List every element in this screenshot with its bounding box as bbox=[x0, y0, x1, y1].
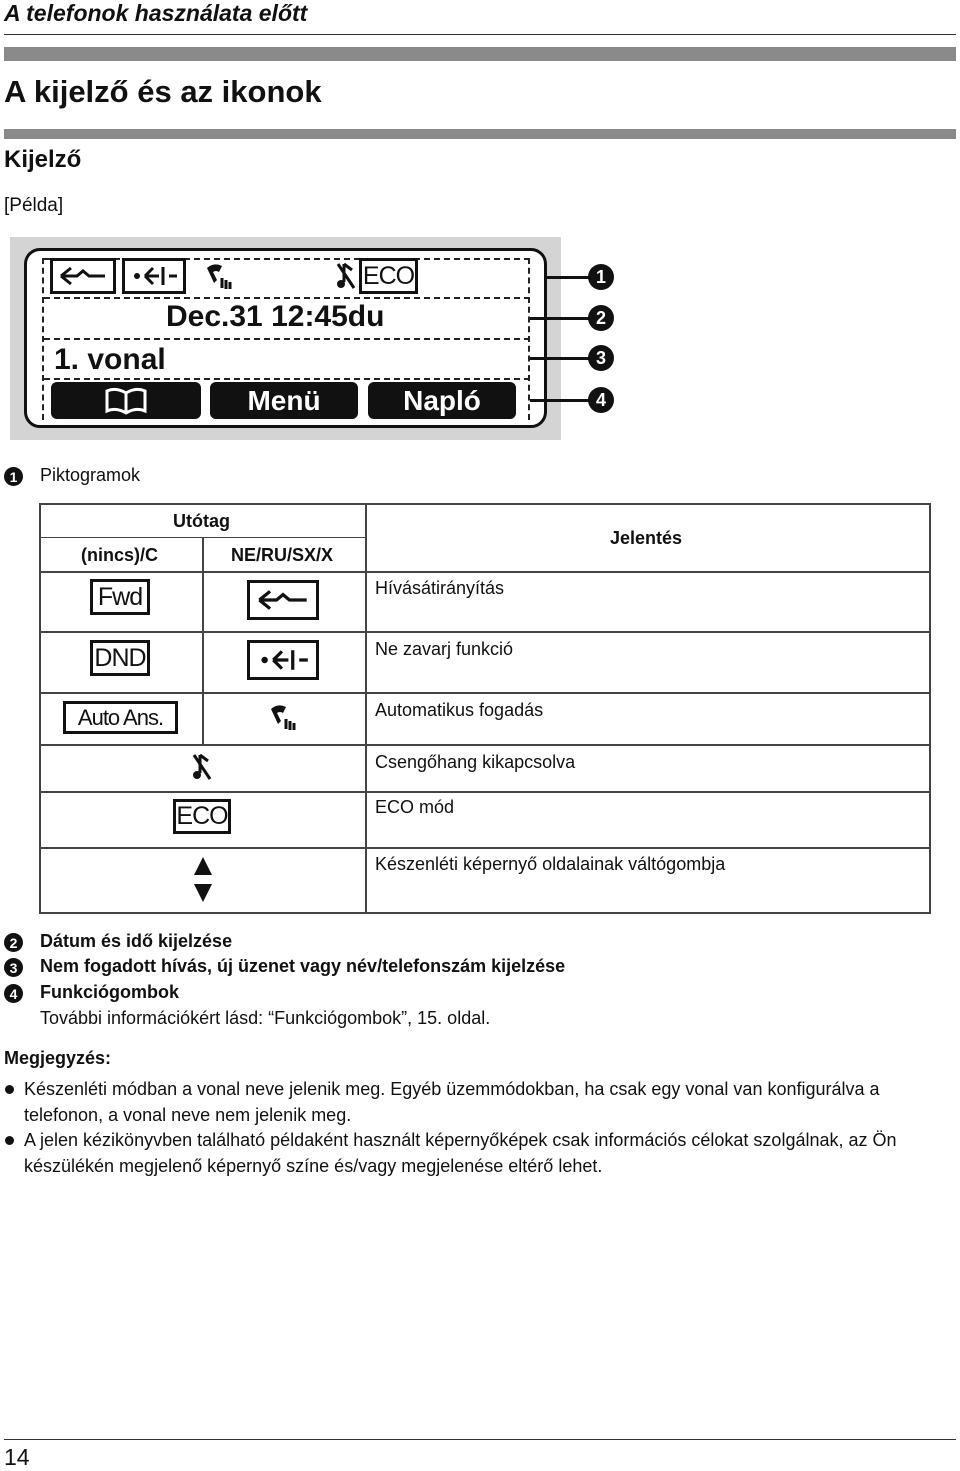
table-meaning: Készenléti képernyő oldalainak váltógombja bbox=[375, 854, 726, 874]
note-title: Megjegyzés: bbox=[4, 1048, 112, 1068]
section-title: A telefonok használata előtt bbox=[4, 0, 308, 26]
table-border bbox=[39, 791, 930, 793]
table-border bbox=[39, 631, 930, 633]
callout-line bbox=[530, 357, 589, 360]
callout-number: 2 bbox=[588, 305, 614, 331]
book-icon bbox=[104, 387, 148, 415]
table-border bbox=[39, 503, 41, 914]
callout-line bbox=[530, 399, 589, 402]
table-meaning: Automatikus fogadás bbox=[375, 700, 544, 720]
note-text: készülékén megjelenő képernyő színe és/vagy megjelenése eltérő lehet. bbox=[24, 1156, 603, 1176]
fwd-icon: Fwd bbox=[90, 579, 150, 615]
table-border bbox=[39, 847, 930, 849]
table-border bbox=[39, 503, 930, 505]
note-text: Készenléti módban a vonal neve jelenik meg. Egyéb üzemmódokban, ha csak egy vonal van konfigurálva a bbox=[24, 1079, 880, 1099]
page-title: A kijelző és az ikonok bbox=[4, 74, 322, 109]
callout-number: 3 bbox=[588, 345, 614, 371]
table-meaning: Csengőhang kikapcsolva bbox=[375, 752, 576, 772]
softkey-menu[interactable]: Menü bbox=[210, 382, 358, 419]
table-header-group: Utótag bbox=[173, 511, 230, 531]
bullet bbox=[5, 1085, 14, 1094]
note-text: telefonon, a vonal neve nem jelenik meg. bbox=[24, 1105, 352, 1125]
eco-icon: ECO bbox=[173, 799, 231, 834]
lcd-divider bbox=[44, 378, 530, 380]
auto-ans-icon: Auto Ans. bbox=[63, 701, 178, 734]
table-header-col-a: (nincs)/C bbox=[81, 545, 159, 565]
lcd-line-name: 1. vonal bbox=[54, 343, 166, 376]
table-border bbox=[39, 912, 930, 914]
table-meaning: Hívásátirányítás bbox=[375, 578, 505, 598]
do-not-disturb-icon bbox=[122, 258, 186, 294]
example-label: [Példa] bbox=[4, 195, 64, 216]
table-border bbox=[39, 692, 930, 694]
lcd-divider bbox=[528, 258, 530, 420]
auto-answer-icon bbox=[204, 260, 234, 292]
title-bar bbox=[4, 129, 956, 139]
note-text: A jelen kézikönyvben található példaként használt képernyőképek csak információs célokat szolgálnak, az Ön bbox=[24, 1130, 897, 1150]
do-not-disturb-icon bbox=[247, 640, 319, 680]
lcd-divider bbox=[44, 297, 530, 299]
item-detail: További információkért lásd: “Funkciógombok”, 15. oldal. bbox=[40, 1008, 491, 1028]
dnd-icon: DND bbox=[90, 640, 150, 676]
section-heading: Piktogramok bbox=[40, 465, 141, 485]
callout-line bbox=[530, 317, 589, 320]
subtitle: Kijelző bbox=[4, 146, 82, 173]
lcd-divider bbox=[44, 258, 530, 260]
item-text: Funkciógombok bbox=[40, 982, 179, 1002]
callout-line bbox=[547, 276, 589, 279]
table-meaning: Ne zavarj funkció bbox=[375, 639, 514, 659]
table-border bbox=[929, 503, 931, 914]
auto-answer-icon bbox=[268, 701, 298, 733]
lcd-datetime: Dec.31 12:45du bbox=[166, 300, 385, 333]
ringer-off-icon bbox=[334, 260, 358, 292]
ringer-off-icon bbox=[190, 751, 214, 783]
item-text: Nem fogadott hívás, új üzenet vagy név/telefonszám kijelzése bbox=[40, 956, 566, 976]
eco-icon: ECO bbox=[359, 258, 418, 294]
callout-number: 4 bbox=[588, 387, 614, 413]
table-header-col-b: NE/RU/SX/X bbox=[231, 545, 334, 565]
page-toggle-icon bbox=[192, 855, 214, 905]
header-bar bbox=[4, 47, 956, 61]
lcd-divider bbox=[44, 338, 530, 340]
bullet bbox=[5, 1136, 14, 1145]
item-number: 4 bbox=[4, 984, 23, 1003]
table-border bbox=[39, 571, 930, 573]
footer-rule bbox=[4, 1439, 956, 1440]
softkey-log[interactable]: Napló bbox=[368, 382, 516, 419]
table-border bbox=[39, 744, 930, 746]
item-number: 1 bbox=[4, 467, 23, 486]
lcd-divider bbox=[42, 258, 44, 420]
call-forward-icon bbox=[247, 580, 319, 620]
page-number: 14 bbox=[4, 1444, 30, 1470]
item-text: Dátum és idő kijelzése bbox=[40, 931, 233, 951]
call-forward-icon bbox=[50, 258, 116, 294]
table-border bbox=[365, 503, 367, 914]
item-number: 2 bbox=[4, 933, 23, 952]
header-rule bbox=[4, 34, 956, 35]
table-header-meaning: Jelentés bbox=[610, 528, 683, 548]
callout-number: 1 bbox=[588, 264, 614, 290]
softkey-phonebook[interactable] bbox=[51, 382, 201, 419]
item-number: 3 bbox=[4, 958, 23, 977]
table-meaning: ECO mód bbox=[375, 797, 455, 817]
table-border bbox=[202, 537, 204, 744]
